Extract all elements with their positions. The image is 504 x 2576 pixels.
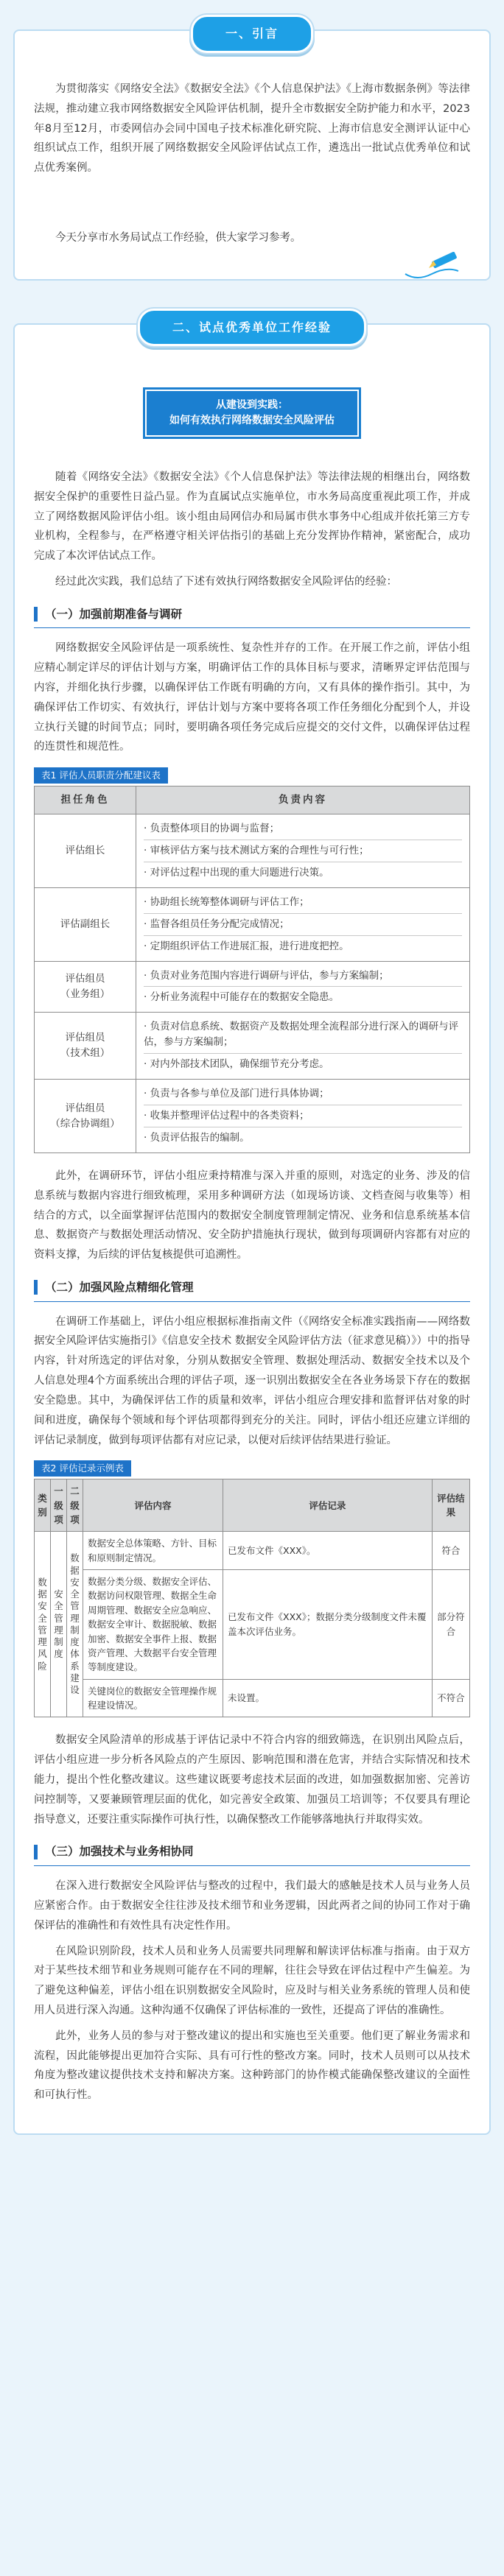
role-label: 评估组长 [65,844,105,856]
subheading-bar [34,607,38,622]
records-table [34,1479,470,1717]
preparation-paragraph: 网络数据安全风险评估是一项系统性、复杂性并存的工作。在开展工作之前，评估小组应精心制定详尽的评估计划与方案，明确评估工作的具体目标与要求，清晰界定评估范围与内容，并细化执行步骤，以确保评估工作既有明确的方向，又有具体的操作指引。其中，为确保评估工作切实、有效执行，评估计划与方案中要将各项工作任务细化分配到个人，并设立执行关键的时间节点；同时，要明确各项任务完成后应提交的交付文件，以确保评估过程的连贯性和规范性。 [34,642,470,753]
section-title-intro: 一、引言 [191,15,313,53]
table2-caption: 表2 评估记录示例表 [34,1460,131,1477]
risk-after-paragraph: 数据安全风险清单的形成基于评估记录中不符合内容的细致筛选，在识别出风险点后，评估小组应进一步分析各风险点的产生原因、影响范围和潜在危害，并结合实际情况和技术能力，提出个性化整改建议。这些建议既要考虑技术层面的改进，如加强数据加密、完善访问控制等，又要兼顾管理层面的优化，如完善安全政策、加强员工培训等；不仅要具有理论指导意义，还要注重实际操作可执行性，以确保整改工作能够落地执行并取得实效。 [34,1734,470,1826]
table-header-row [35,1479,470,1532]
duty-item: · 负责与各参与单位及部门进行具体协调； [144,1088,329,1100]
level2-cell: 数据安全管理制度体系建设 [67,1532,83,1717]
pencil-icon [402,252,461,283]
duty-item: · 负责对业务范围内容进行调研与评估，参与方案编制； [144,969,389,982]
record-cell: 未设置。 [223,1679,433,1717]
result-cell: 不符合 [432,1679,469,1717]
header-record: 评估记录 [223,1479,433,1532]
collaboration-paragraph-2: 在风险识别阶段，技术人员和业务人员需要共同理解和解读评估标准与指南。由于双方对于某些技术细节和业务规则可能存在不同的理解，往往会导致在评估过程中产生偏差。为了避免这种偏差，评估小组在识别数据安全风险时，应及时与相关业务系统的管理人员和使用人员进行深入沟通。这种沟通不仅确保了评估标准的一致性，还提高了评估的准确性。 [34,1945,470,2017]
banner [138,382,366,444]
record-cell: 已发布文件《XXX》；数据分类分级制度文件未覆盖本次评估业务。 [223,1570,433,1680]
experience-intro: 随着《网络安全法》《数据安全法》《个人信息保护法》等法律法规的相继出台，网络数据安全保护的重要性日益凸显。作为直属试点实施单位，市水务局高度重视此项工作，并成立了网络数据风险评估小组。该小组由局网信办和局属市供水事务中心组成并依托第三方专业机构，全程参与，在严格遵守相关评估指引的基础上充分发挥协作精神，紧密配合，成功完成了本次评估试点工作。 [34,471,470,563]
table-row [35,1532,470,1570]
role-cell [35,1080,136,1153]
subheading-bar [34,1280,38,1295]
subheading-preparation [34,604,470,629]
preparation-after-paragraph: 此外，在调研环节，评估小组应秉持精准与深入并重的原则，对选定的业务、涉及的信息系统与数据内容进行细致梳理，采用多种调研方法（如现场访谈、文档查阅与收集等）相结合的方式，以全面掌握评估范围内的数据安全制度管理制定情况、业务和信息系统基本信息、数据资产与数据处理活动情况、安全防护措施执行现状，做到每项调研内容都有对应的资料支撑，为后续的评估复核提供可追溯性。 [34,1169,470,1261]
duty-item: · 对评估过程中出现的重大问题进行决策。 [144,862,462,884]
duty-item: · 审核评估方案与技术测试方案的合理性与可行性； [144,840,462,862]
result-cell: 部分符合 [432,1570,469,1680]
category-cell: 数据安全管理风险 [35,1532,51,1717]
duty-cell [136,1080,470,1153]
duty-item: · 收集并整理评估过程中的各类资料； [144,1105,462,1127]
subheading-bar [34,1845,38,1859]
table1-caption: 表1 评估人员职责分配建议表 [34,767,168,784]
header-category: 类别 [35,1479,51,1532]
content-cell: 数据安全总体策略、方针、目标和原则制定情况。 [83,1532,223,1570]
experience-summary: 经过此次实践，我们总结了下述有效执行网络数据安全风险评估的经验： [55,575,397,588]
subheading-text: （二）加强风险点精细化管理 [45,1281,194,1294]
role-cell [35,1013,136,1080]
duty-cell [136,1013,470,1080]
table-row [35,1570,470,1680]
header-content: 评估内容 [83,1479,223,1532]
subheading-text: （一）加强前期准备与调研 [45,607,183,621]
experience-card [13,320,491,2135]
record-cell: 已发布文件《XXX》。 [223,1532,433,1570]
role-label: 评估组员 [65,1102,105,1114]
table-row [35,1013,470,1080]
subheading-text: （三）加强技术与业务相协同 [45,1845,194,1859]
collaboration-paragraph-3: 此外，业务人员的参与对于整改建议的提出和实施也至关重要。他们更了解业务需求和流程，因此能够提出更加符合实际、具有可行性的整改方案。同时，技术人员则可以从技术角度为整改建议提供技术支持和解决方案。这种跨部门的协作模式能确保整改建议的全面性和可执行性。 [34,2030,470,2102]
duty-item: · 定期组织评估工作进展汇报，进行进度把控。 [144,935,462,957]
header-level1: 一级项 [51,1479,67,1532]
header-level2: 二级项 [67,1479,83,1532]
duty-cell [136,961,470,1013]
section-title-experience: 二、试点优秀单位工作经验 [138,309,366,347]
roles-table-body [35,814,470,1153]
duty-cell [136,887,470,961]
content-cell: 数据分类分级、数据安全评估、数据访问权限管理、数据全生命周期管理、数据安全应急响应、数据安全审计、数据脱敏、数据加密、数据安全事件上报、数据资产管理、大数据平台安全管理等制度建设。 [83,1570,223,1680]
duty-item: · 分析业务流程中可能存在的数据安全隐患。 [144,986,462,1008]
table-row [35,1679,470,1717]
banner-box [145,390,359,437]
header-duty: 负责内容 [136,786,470,814]
records-table-body [35,1532,470,1717]
collaboration-paragraph-1: 在深入进行数据安全风险评估与整改的过程中，我们最大的感触是技术人员与业务人员应紧密合作。由于数据安全往往涉及技术细节和业务逻辑，因此两者之间的协同工作对于确保评估的准确性和有效性具有决定性作用。 [34,1880,470,1932]
intro-paragraph: 为贯彻落实《网络安全法》《数据安全法》《个人信息保护法》《上海市数据条例》等法律法规，推动建立我市网络数据安全风险评估机制，提升全市数据安全防护能力和水平，2023年8月至12月，市委网信办会同中国电子技术标准化研究院、上海市信息安全测评认证中心组织试点工作，组织开展了网络数据安全风险评估试点工作，遴选出一批试点优秀单位和试点优秀案例。 [34,83,470,175]
duty-item: · 监督各组员任务分配完成情况； [144,913,462,935]
duty-item: · 负责整体项目的协调与监督； [144,823,280,835]
risk-paragraph: 在调研工作基础上，评估小组应根据标准指南文件（《网络安全标准实践指南——网络数据安全风险评估实施指引》《信息安全技术 数据安全风险评估方法（征求意见稿）》）中的指导内容，针对所选定的评估对象，分别从数据安全管理、数据处理活动、数据安全技术以及个人信息处理4个方面系统出合理的评估子项，逐一识别出数据安全在各业务场景下存在的数据安全隐患。其中，为确保评估工作的质量和效率，评估小组应合理安排和监督评估对象的时间和进度，确保每个领域和每个评估项都得到充分的关注。同时，评估小组还应建立详细的评估记录制度，做到每项评估都有对应记录，以便对后续评估结果进行验证。 [34,1315,470,1446]
banner-line2: 如何有效执行网络数据安全风险评估 [169,414,335,426]
roles-table [34,786,470,1153]
table-row [35,961,470,1013]
role-label: 评估组员 [65,973,105,985]
role-label: 评估组员 [65,1032,105,1044]
duty-item: · 协助组长统筹整体调研与评估工作； [144,895,309,908]
table-row [35,1080,470,1153]
role-cell [35,887,136,961]
level1-cell: 安全管理制度 [51,1532,67,1717]
subheading-collaboration [34,1841,470,1866]
result-cell: 符合 [432,1532,469,1570]
duty-item: · 负责评估报告的编制。 [144,1127,462,1149]
role-label: （技术组） [60,1047,111,1060]
header-result: 评估结果 [432,1479,469,1532]
table-header-row [35,786,470,814]
role-label: （综合协调组） [50,1117,120,1130]
duty-cell [136,814,470,888]
table-row [35,887,470,961]
duty-item: · 对内外部技术团队，确保细节充分考虑。 [144,1053,462,1075]
subheading-risk [34,1277,470,1302]
banner-line1: 从建设到实践： [216,398,288,411]
table-row [35,814,470,888]
header-role: 担任角色 [35,786,136,814]
role-label: （业务组） [60,988,111,1000]
intro-card [13,29,491,281]
role-label: 评估副组长 [60,918,111,930]
role-cell [35,814,136,888]
role-cell [35,961,136,1013]
duty-item: · 负责对信息系统、数据资产及数据处理全流程部分进行深入的调研与评估，参与方案编制； [144,1021,459,1049]
intro-share-paragraph: 今天分享市水务局试点工作经验，供大家学习参考。 [55,232,301,244]
content-cell: 关键岗位的数据安全管理操作规程建设情况。 [83,1679,223,1717]
